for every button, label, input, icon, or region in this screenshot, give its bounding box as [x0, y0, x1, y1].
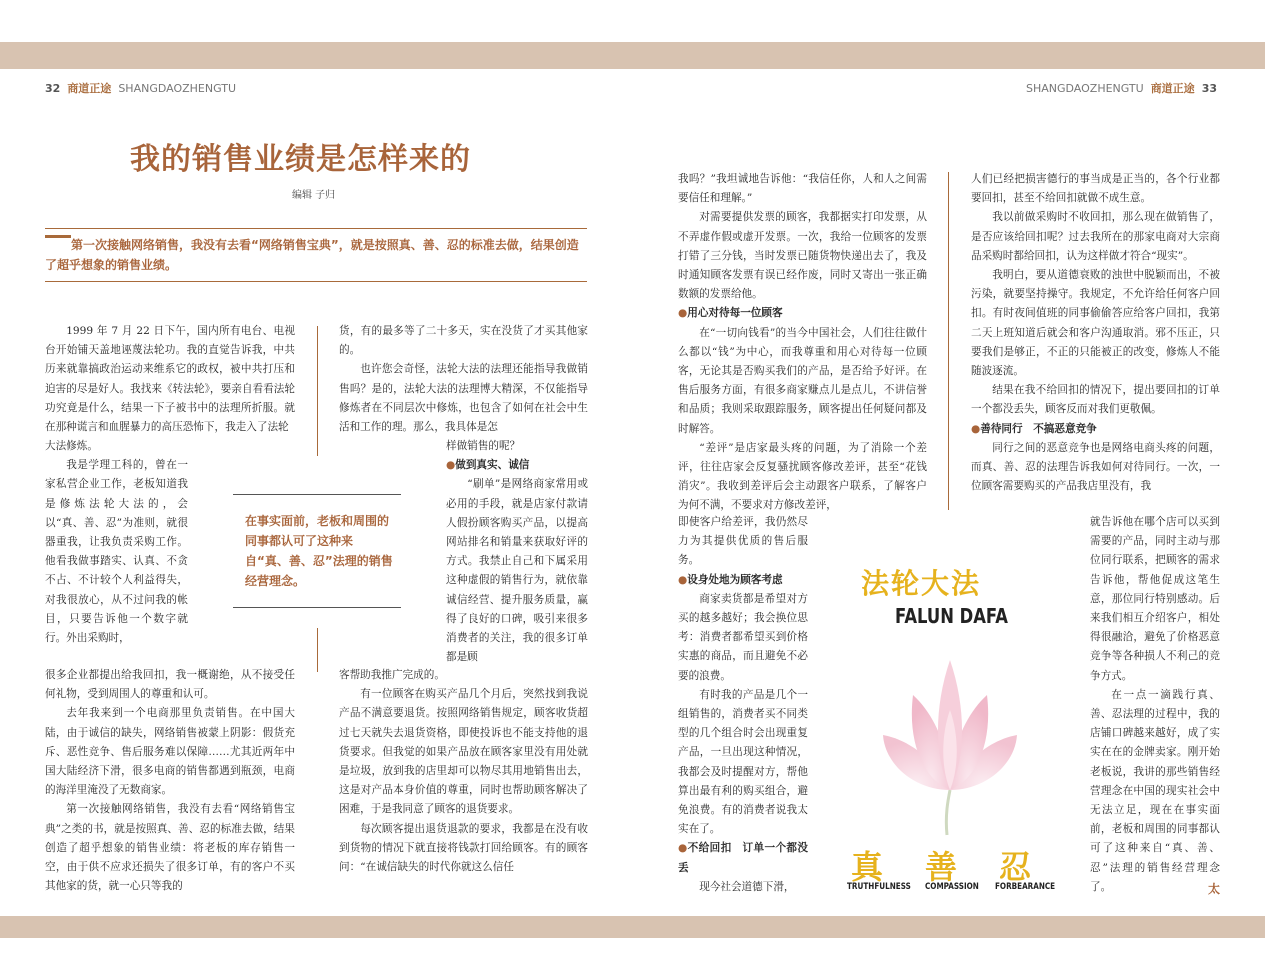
falun-dafa-image: [835, 552, 1065, 897]
paragraph: 我是学理工科的，曾在一家私营企业工作，老板知道我是修炼法轮大法的，会以“真、善、忍”为准则，就很器重我，让我负责采购工作。他看我做事踏实、认真、不贪不占、不计较个人利益得失，对我很放心，从不过问我的帐目，只要告诉他一个数字就行。外出采购时，: [45, 459, 188, 645]
article-editor: 编辑 子归: [292, 190, 336, 201]
column-2-top: [339, 322, 588, 437]
paragraph: 去年我来到一个电商那里负责销售。在中国大陆，由于诚信的缺失，网络销售被蒙上阴影：假货充斥、恶性竞争、售后服务难以保障……尤其近两年中国大陆经济下滑，很多电商的销售都遇到瓶颈，电商的海洋里淹没了无数商家。: [45, 707, 295, 797]
paragraph: 我以前做采购时不收回扣，那么现在做销售了，是否应该给回扣呢？过去我所在的那家电商对大宗商品采购时都给回扣，认为这样做才符合“现实”。: [971, 211, 1220, 262]
subheading: ●善待同行 不搞恶意竞争: [971, 422, 1097, 435]
subheading: ●做到真实、诚信: [446, 459, 530, 472]
paragraph: “刷单”是网络商家常用或必用的手段，就是店家付款请人假扮顾客购买产品，以提高网站排名和销量来获取好评的方式。我禁止自己和下属采用这种虚假的销售行为，就依靠诚信经营、提升服务质量，赢得了良好的口碑，吸引来很多消费者的关注，我的很多订单都是顾: [446, 478, 588, 664]
paragraph: 客帮助我推广完成的。: [339, 669, 445, 681]
column-3-top: [678, 170, 927, 516]
subheading: ●设身处地为顾客考虑: [678, 573, 783, 586]
bullet-icon: ●: [446, 459, 456, 472]
column-rule: [317, 326, 318, 456]
paragraph: 同行之间的恶意竞争也是网络电商头疼的问题，而真、善、忍的法理告诉我如何对待同行。一次，一位顾客需要购买的产品我店里没有，我: [971, 441, 1220, 493]
truthfulness-label: TRUTHFULNESS: [847, 882, 911, 892]
paragraph: 现今社会道德下滑，: [699, 880, 795, 893]
pull-quote-text: 在事实面前，老板和周围的同事都认可了这种来自“真、善、忍”法理的销售经营理念。: [245, 514, 393, 588]
paragraph: 即使客户给差评，我仍然尽力为其提供优质的售后服务。: [678, 516, 808, 567]
paragraph: 样做销售的呢？: [446, 440, 521, 452]
column-1-bottom: [45, 666, 295, 896]
column-2-bottom: [339, 666, 588, 877]
end-mark-icon: 太: [1208, 882, 1221, 896]
running-header-left: [45, 80, 236, 96]
paragraph: 在一点一滴践行真、善、忍法理的过程中，我的店铺口碑越来越好，成了实实在在的金牌卖家。刚开始老板说，我讲的那些销售经营理念在中国的现实社会中无法立足，现在在事实面前，老板和周围的同事都认可了这种来自“真、善、忍”法理的销售经营理念了。: [1090, 688, 1220, 893]
section-name-left: 商道正途: [67, 82, 112, 95]
bullet-icon: ●: [678, 573, 688, 586]
lotus-flower-icon: [855, 640, 1045, 840]
ren-character: 忍: [999, 848, 1032, 886]
bullet-icon: ●: [971, 422, 981, 435]
column-2-narrow: [446, 437, 588, 667]
paragraph: 每次顾客提出退货退款的要求，我都是在没有收到货物的情况下就直接将钱款打回给顾客。有的顾客问：“在诚信缺失的时代你就这么信任: [339, 822, 588, 874]
running-header-right: [1026, 80, 1217, 96]
section-pinyin-right: SHANGDAOZHENGTU: [1026, 82, 1144, 95]
paragraph: 大法修炼。: [45, 440, 98, 452]
section-pinyin-left: SHANGDAOZHENGTU: [118, 82, 236, 95]
paragraph: 很多企业都提出给我回扣，我一概谢绝，从不接受任何礼物，受到周围人的尊重和认可。: [45, 669, 295, 701]
column-4-narrow: [1090, 513, 1220, 897]
column-1-top: [45, 322, 295, 437]
bullet-icon: ●: [678, 842, 688, 855]
section-name-right: 商道正途: [1150, 82, 1195, 95]
page-number-right: 33: [1201, 82, 1217, 95]
paragraph: 有一位顾客在购买产品几个月后，突然找到我说产品不满意要退货。按照网络销售规定，顾客收货超过七天就失去退货资格，即使投诉也不能支持他的退货要求。但我觉的如果产品放在顾客家里没有用处就是垃圾，放到我的店里却可以物尽其用地销售出去，这是对产品本身价值的尊重，同时也帮助顾客解决了困难，于是我同意了顾客的退货要求。: [339, 688, 588, 816]
top-band: [0, 42, 1265, 69]
paragraph: 商家卖货都是希望对方买的越多越好；我会换位思考：消费者都希望买到价格实惠的商品，而且避免不必要的浪费。: [678, 592, 808, 682]
lead-box: [45, 228, 587, 282]
paragraph: 第一次接触网络销售，我没有去看“网络销售宝典”之类的书，就是按照真、善、忍的标准去做，结果创造了超乎想象的销售业绩：将老板的库存销售一空，由于供不应求还损失了很多订单，有的客户不买其他家的货，就一心只等我的: [45, 803, 295, 893]
paragraph: 人们已经把损害德行的事当成是正当的，各个行业都要回扣，甚至不给回扣就做不成生意。: [971, 173, 1220, 205]
forbearance-label: FORBEARANCE: [995, 882, 1056, 892]
paragraph: 我明白，要从道德衰败的浊世中脱颖而出，不被污染，就要坚持操守。我规定，不允许给任何客户回扣。有时夜间值班的同事偷偷答应给客户回扣，我第二天上班知道后就会和客户沟通取消。邪不压正，只要我们是够正，不正的只能被正的改变，修炼人不能随波逐流。: [971, 269, 1220, 378]
compassion-label: COMPASSION: [925, 882, 979, 892]
lead-text: 第一次接触网络销售，我没有去看“网络销售宝典”，就是按照真、善、忍的标准去做，结果创造了超乎想象的销售业绩。: [45, 238, 579, 272]
bottom-band: [0, 916, 1265, 938]
paragraph: 对需要提供发票的顾客，我都据实打印发票，从不弄虚作假或虚开发票。一次，我给一位顾客的发票打错了三分钱，当时发票已随货物快递出去了，我及时通知顾客发票有误已经作废，同时又寄出一张正确数额的发票给他。: [678, 211, 927, 301]
paragraph: 有时我的产品是几个一组销售的，消费者买不同类型的几个组合时会出现重复产品，一旦出现这种情况，我都会及时提醒对方，帮他算出最有利的购买组合，避免浪费。有的消费者说我太实在了。: [678, 688, 808, 836]
paragraph: 也许您会奇怪，法轮大法的法理还能指导我做销售吗？是的，法轮大法的法理博大精深，不仅能指导修炼者在不同层次中修炼，也包含了如何在社会中生活和工作的理。那么，我具体是怎: [339, 363, 588, 434]
paragraph: “差评”是店家最头疼的问题，为了消除一个差评，往往店家会反复骚扰顾客修改差评，甚至“花钱消灾”。我收到差评后会主动跟客户联系，了解客户为何不满，不要求对方修改差评，: [678, 441, 927, 512]
column-rule: [948, 172, 949, 510]
column-1-narrow: [45, 437, 188, 648]
column-3-narrow: [678, 513, 808, 897]
paragraph: 在“一切向钱看”的当今中国社会，人们往往做什么都以“钱”为中心，而我尊重和用心对待每一位顾客，无论其是否购买我们的产品，是否给予好评。在售后服务方面，有很多商家赚点儿是点儿，不讲信誉和品质；我则采取跟踪服务，顾客提出任何疑问都及时解答。: [678, 326, 927, 435]
bullet-icon: ●: [678, 307, 688, 320]
subheading: ●用心对待每一位顾客: [678, 307, 783, 320]
falun-dafa-cn-title: 法轮大法: [861, 567, 982, 600]
subheading: ●不给回扣 订单一个都没丢: [678, 842, 809, 874]
pull-quote: [233, 494, 401, 608]
paragraph: 就告诉他在哪个店可以买到需要的产品，同时主动与那位同行联系，把顾客的需求告诉他，帮他促成这笔生意，那位同行特别感动。后来我们相互介绍客户，相处得很融洽，避免了价格恶意竞争等各种损人不利己的竞争方式。: [1090, 516, 1220, 682]
paragraph: 我吗？”我坦诚地告诉他：“我信任你，人和人之间需要信任和理解。”: [678, 173, 927, 205]
falun-dafa-en-title: FALUN DAFA: [895, 604, 1008, 628]
article-title: 我的销售业绩是怎样来的: [130, 142, 471, 177]
shan-character: 善: [925, 848, 958, 886]
zhen-character: 真: [851, 848, 884, 886]
column-4-top: [971, 170, 1220, 496]
page-number-left: 32: [45, 82, 61, 95]
paragraph: 结果在我不给回扣的情况下，提出要回扣的订单一个都没丢失，顾客反而对我们更敬佩。: [971, 384, 1220, 416]
column-rule: [317, 628, 318, 672]
paragraph: 货，有的最多等了二十多天，实在没货了才买其他家的。: [339, 325, 588, 357]
paragraph: 1999 年 7 月 22 日下午，国内所有电台、电视台开始铺天盖地诬蔑法轮功。我的直觉告诉我，中共历来就靠搞政治运动来维系它的政权，被中共打压和迫害的尽是好人。我找来《转法轮》，要亲自看看法轮功究竟是什么，结果一下子被书中的法理所折服。就在那种谎言和血腥暴力的高压恐怖下，我走入了法轮: [45, 325, 295, 434]
